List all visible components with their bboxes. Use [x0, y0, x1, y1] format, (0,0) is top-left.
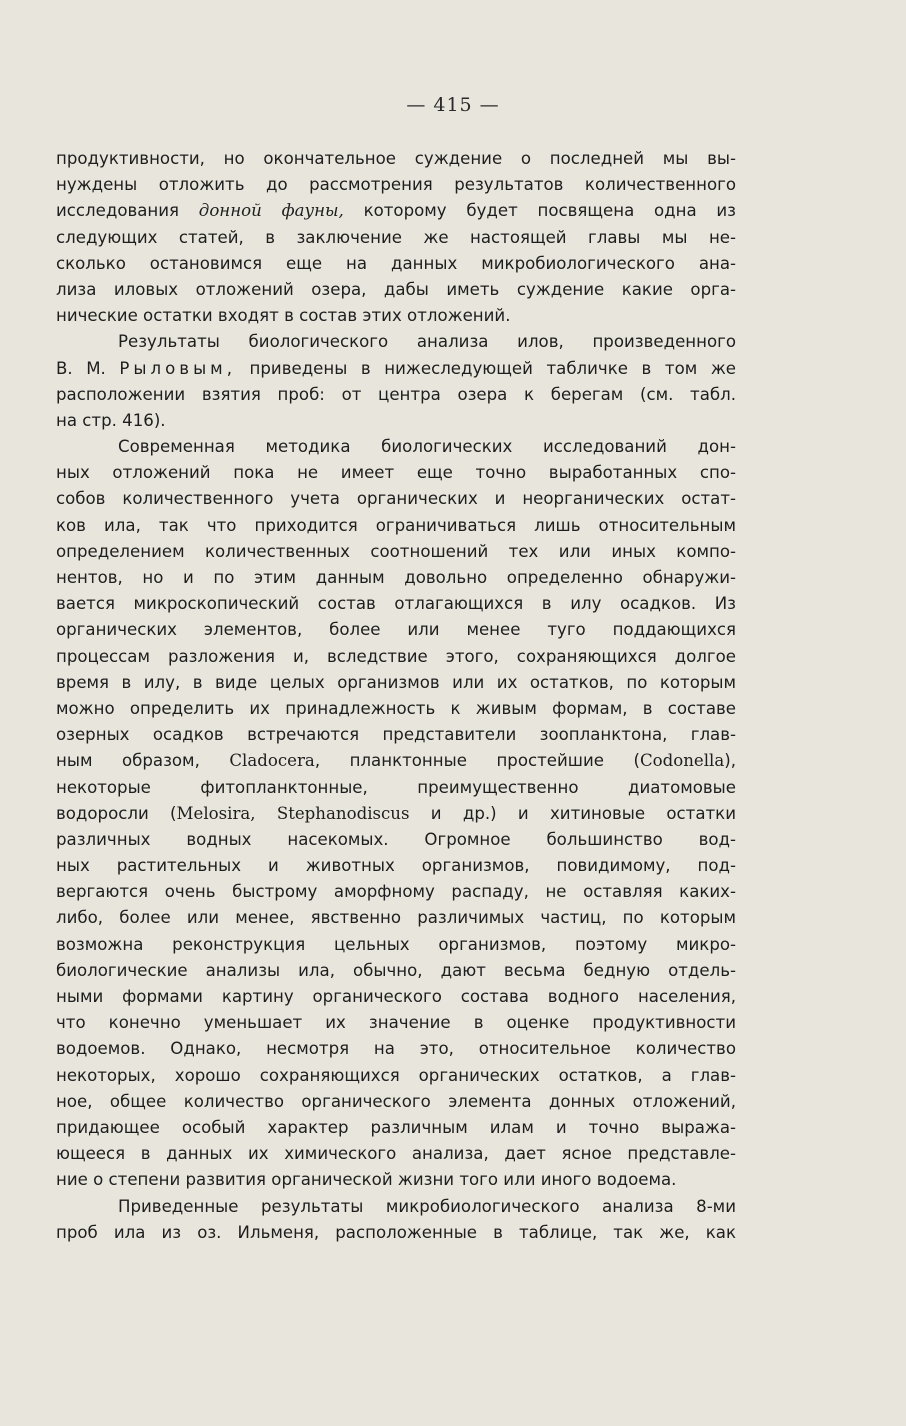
text-line: время в илу, в виде целых организмов или их остатков, по которым [56, 672, 736, 692]
text-line: ное, общее количество органического элемента донных отложений, [56, 1091, 736, 1111]
text-line: продуктивности, но окончательное суждение о последней мы вы- [56, 149, 736, 168]
text-line: можно определить их принадлежность к живым формам, в составе [56, 698, 736, 718]
text-line: лиза иловых отложений озера, дабы иметь суждение какие орга- [56, 279, 736, 299]
latin-term: Melosira, Stephanodiscus [176, 803, 410, 823]
text-line: вергаются очень быстрому аморфному распаду, не оставляя каких- [56, 882, 736, 902]
text-line: некоторых, хорошо сохраняющихся органических остатков, а глав- [56, 1065, 736, 1085]
text-line: различных водных насекомых. Огромное большинство вод- [56, 829, 736, 849]
text-line: проб ила из оз. Ильменя, расположенные в таблице, так же, как [56, 1222, 736, 1242]
text-line: либо, более или менее, явственно различимых частиц, по которым [56, 908, 736, 928]
paragraph-start: Приведенные результаты микробиологического анализа 8-ми [118, 1196, 736, 1216]
text-line: расположении взятия проб: от центра озера к берегам (см. табл. [56, 384, 736, 404]
text-line: возможна реконструкция цельных организмов, поэтому микро- [56, 934, 736, 954]
text-line: ных растительных и животных организмов, повидимому, под- [56, 856, 736, 876]
text-line: ющееся в данных их химического анализа, дает ясное представле- [56, 1144, 736, 1164]
text-line: ние о степени развития органической жизни того или иного водоема. [56, 1170, 677, 1190]
text-line [56, 801, 736, 827]
text-line: что конечно уменьшает их значение в оценке продуктивности [56, 1013, 736, 1033]
text-line [56, 748, 736, 774]
text-run: ), [724, 751, 737, 771]
text-run: и др.) и хитиновые остатки [409, 803, 736, 823]
text-line: вается микроскопический состав отлагающихся в илу осадков. Из [56, 594, 736, 614]
text-line [56, 356, 736, 382]
text-run: приведены в нижеследующей табличке в том же [235, 358, 736, 378]
text-run: водоросли ( [56, 803, 177, 823]
text-line: на стр. 416). [56, 410, 166, 430]
text-run: В. М. [56, 358, 120, 378]
body-text [56, 146, 736, 1246]
text-line: собов количественного учета органических и неорганических остат- [56, 489, 736, 509]
text-line [56, 198, 736, 224]
paragraph-start: Современная методика биологических исследований дон- [118, 437, 736, 457]
latin-term: Cladocera [229, 751, 315, 771]
text-line: следующих статей, в заключение же настоящей главы мы не- [56, 227, 736, 247]
spaced-author-name: Рыловым, [119, 358, 236, 378]
page-number: — 415 — [406, 94, 500, 116]
text-line: придающее особый характер различным илам и точно выража- [56, 1117, 736, 1137]
text-run: , планктонные простейшие ( [314, 751, 640, 771]
text-line: процессам разложения и, вследствие этого, сохраняющихся долгое [56, 646, 736, 666]
italic-term: донной фауны, [198, 201, 344, 221]
text-run: исследования [56, 201, 199, 221]
text-line: озерных осадков встречаются представители зоопланктона, глав- [56, 725, 736, 745]
text-line: некоторые фитопланктонные, преимущественно диатомовые [56, 777, 736, 797]
text-run: которому будет посвящена одна из [343, 201, 737, 221]
text-line: водоемов. Однако, несмотря на это, относительное количество [56, 1039, 736, 1059]
text-line: сколько остановимся еще на данных микробиологического ана- [56, 253, 736, 273]
text-line: органических элементов, более или менее туго поддающихся [56, 620, 736, 640]
text-line: нентов, но и по этим данным довольно определенно обнаружи- [56, 568, 736, 587]
text-line: ными формами картину органического состава водного населения, [56, 987, 736, 1006]
text-line: биологические анализы ила, обычно, дают весьма бедную отдель- [56, 960, 736, 980]
text-line: нуждены отложить до рассмотрения результатов количественного [56, 175, 736, 195]
text-line: определением количественных соотношений тех или иных компо- [56, 541, 736, 561]
text-line: нические остатки входят в состав этих отложений. [56, 306, 511, 326]
latin-term: Codonella [639, 751, 725, 771]
paragraph-start: Результаты биологического анализа илов, произведенного [118, 332, 736, 352]
text-run: ным образом, [56, 751, 230, 771]
text-line: ных отложений пока не имеет еще точно выработанных спо- [56, 463, 736, 483]
text-line: ков ила, так что приходится ограничиваться лишь относительным [56, 515, 736, 535]
